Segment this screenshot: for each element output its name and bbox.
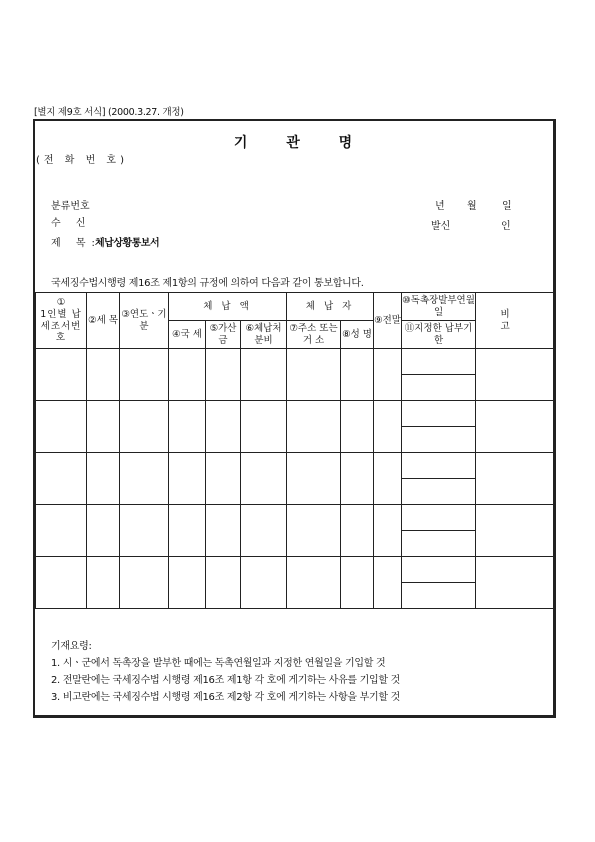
table-cell xyxy=(36,453,87,505)
table-cell xyxy=(241,401,287,453)
table-cell xyxy=(241,505,287,557)
table-cell xyxy=(402,427,476,453)
arrears-table xyxy=(35,292,555,609)
seal-label: 인 xyxy=(501,221,511,232)
table-cell xyxy=(402,401,476,427)
col-header-tax-item: ②세 목 xyxy=(87,293,120,349)
table-cell xyxy=(120,557,169,609)
table-cell xyxy=(476,557,555,609)
table-cell xyxy=(402,583,476,609)
table-cell xyxy=(476,349,555,401)
table-cell xyxy=(476,453,555,505)
table-cell xyxy=(36,557,87,609)
table-cell xyxy=(374,505,402,557)
col-header-notice-date: ⑩독촉장발부연월일 xyxy=(402,293,476,321)
table-cell xyxy=(206,505,241,557)
recipient-label: 수 신 xyxy=(51,218,92,229)
table-cell xyxy=(36,505,87,557)
table-cell xyxy=(374,453,402,505)
table-cell xyxy=(402,531,476,557)
table-cell xyxy=(87,505,120,557)
table-cell xyxy=(402,557,476,583)
agency-title: 기 관 명 xyxy=(233,135,355,151)
col-header-1-label: 1인별 납세조서번호 xyxy=(40,308,82,344)
form-reference: [별지 제9호 서식] (2000.3.27. 개정) xyxy=(34,107,184,118)
table-cell xyxy=(476,505,555,557)
table-cell xyxy=(402,349,476,375)
subject-value: 체납상황통보서 xyxy=(95,238,160,249)
table-cell xyxy=(374,557,402,609)
instruction-item: 3. 비고란에는 국세징수법 시행령 제16조 제2항 각 호에 게기하는 사항을 부기할 것 xyxy=(51,692,400,703)
col-header-disposition: ⑨전말 xyxy=(374,293,402,349)
table-cell xyxy=(87,557,120,609)
instructions-title: 기재요령: xyxy=(51,641,92,652)
col-header-national-tax: ④국 세 xyxy=(169,321,206,349)
table-row xyxy=(36,557,555,583)
table-cell xyxy=(169,453,206,505)
instruction-item: 2. 전말란에는 국세징수법 시행령 제16조 제1항 각 호에 게기하는 사유를 기입할 것 xyxy=(51,675,400,686)
table-cell xyxy=(341,505,374,557)
table-cell xyxy=(36,349,87,401)
table-cell xyxy=(287,349,341,401)
table-cell xyxy=(341,401,374,453)
table-cell xyxy=(341,557,374,609)
table-cell xyxy=(120,453,169,505)
group-header-arrears-amount: 체 납 액 xyxy=(169,293,287,321)
table-cell xyxy=(169,401,206,453)
col-header-name: ⑧성 명 xyxy=(341,321,374,349)
table-row xyxy=(36,505,555,531)
table-cell xyxy=(120,401,169,453)
table-cell xyxy=(241,557,287,609)
intro-text: 국세징수법시행령 제16조 제1항의 규정에 의하여 다음과 같이 통보합니다. xyxy=(51,278,364,289)
table-cell xyxy=(120,349,169,401)
table-cell xyxy=(169,505,206,557)
table-row xyxy=(36,401,555,427)
col-header-due-date: ⑪지정한 납부기한 xyxy=(402,321,476,349)
date-year: 년 xyxy=(435,201,445,212)
form-frame xyxy=(33,119,556,718)
col-header-remarks: 비 고 xyxy=(476,293,555,349)
header-row-1 xyxy=(36,293,555,321)
date-day: 일 xyxy=(502,201,512,212)
col-header-tax-record-no xyxy=(36,293,87,349)
table-cell xyxy=(374,349,402,401)
table-row xyxy=(36,453,555,479)
table-cell xyxy=(341,349,374,401)
table-cell xyxy=(241,349,287,401)
sender-label: 발신 xyxy=(431,221,451,232)
table-cell xyxy=(36,401,87,453)
doc-number-label: 분류번호 xyxy=(51,201,90,212)
table-cell xyxy=(287,505,341,557)
table-cell xyxy=(241,453,287,505)
table-row xyxy=(36,349,555,375)
col-header-1-number: ① xyxy=(56,296,66,308)
table-cell xyxy=(206,453,241,505)
col-header-surcharge: ⑤가산금 xyxy=(206,321,241,349)
table-cell xyxy=(402,375,476,401)
table-cell xyxy=(374,401,402,453)
group-header-delinquent: 체 납 자 xyxy=(287,293,374,321)
table-cell xyxy=(87,401,120,453)
table-cell xyxy=(87,349,120,401)
table-cell xyxy=(120,505,169,557)
filling-instructions xyxy=(51,638,400,706)
table-cell xyxy=(402,479,476,505)
col-header-disposition-fee: ⑥체납처분비 xyxy=(241,321,287,349)
table-cell xyxy=(287,401,341,453)
subject-label: 제 목: xyxy=(51,238,101,249)
col-header-year-period: ③연도ㆍ기분 xyxy=(120,293,169,349)
table-cell xyxy=(402,505,476,531)
table-cell xyxy=(206,401,241,453)
col-header-address: ⑦주소 또는 거 소 xyxy=(287,321,341,349)
table-cell xyxy=(206,349,241,401)
table-cell xyxy=(341,453,374,505)
table-cell xyxy=(169,557,206,609)
table-cell xyxy=(169,349,206,401)
table-cell xyxy=(287,453,341,505)
table-cell xyxy=(402,453,476,479)
table-cell xyxy=(87,453,120,505)
table-cell xyxy=(476,401,555,453)
table-cell xyxy=(206,557,241,609)
date-month: 월 xyxy=(467,201,477,212)
table-cell xyxy=(287,557,341,609)
instruction-item: 1. 시ㆍ군에서 독촉장을 발부한 때에는 독촉연월일과 지정한 연월일을 기입할 것 xyxy=(51,658,386,669)
phone-label: (전 화 번 호) xyxy=(36,155,128,166)
